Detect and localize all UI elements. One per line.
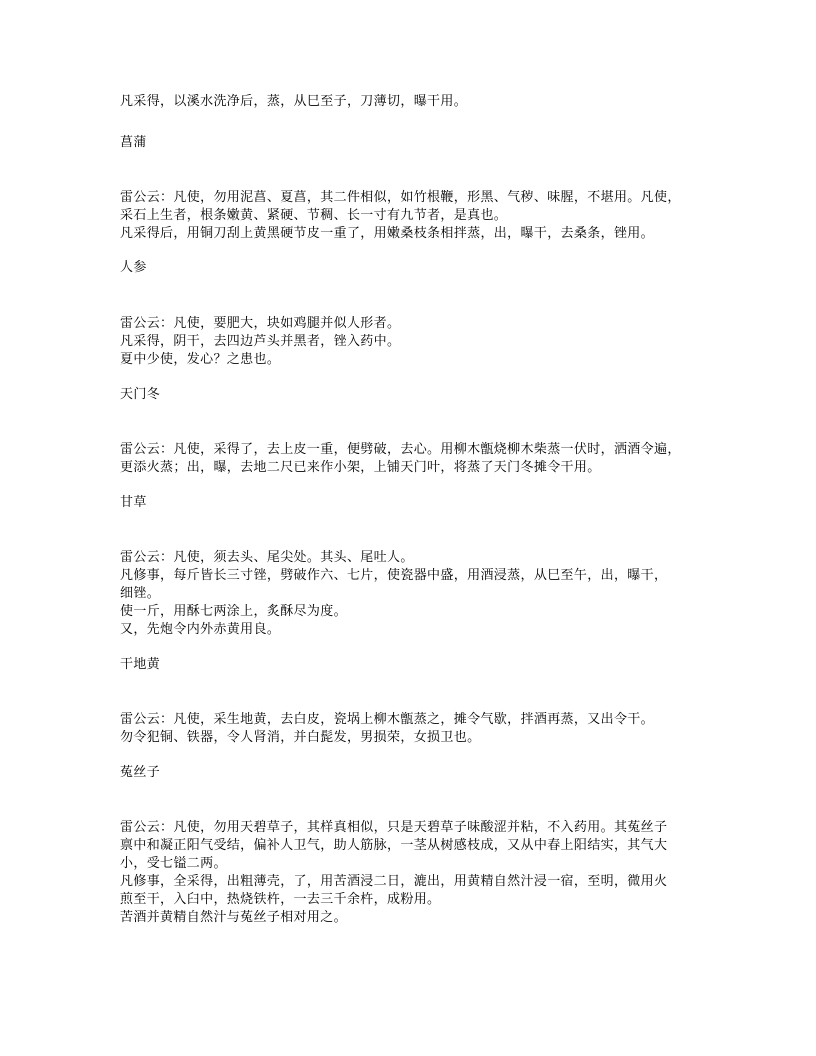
section-title-renshen: 人参 [120,260,147,275]
text-line: 雷公云：凡使，勿用天碧草子，其样真相似，只是天碧草子味酸涩并粘，不入药用。其菟丝子 [120,820,668,835]
text-line: 雷公云：凡使，采得了，去上皮一重，便劈破，去心。用柳木甑烧柳木柴蒸一伏时，洒酒令遍， [120,442,681,457]
text-line: 更添火蒸；出，曝，去地二尺已来作小架，上铺天门叶，将蒸了天门冬摊令干用。 [120,460,601,475]
section-title-gancao: 甘草 [120,495,147,510]
text-line: 采石上生者，根条嫩黄、紧硬、节稠、长一寸有九节者，是真也。 [120,208,508,223]
text-line: 雷公云：凡使，要肥大，块如鸡腿并似人形者。 [120,316,401,331]
intro-line: 凡采得，以溪水洗净后，蒸，从巳至子，刀薄切，曝干用。 [120,94,468,109]
text-line: 勿令犯铜、铁器，令人肾消，并白髭发，男损荣，女损卫也。 [120,730,481,745]
text-line: 雷公云：凡使，须去头、尾尖处。其头、尾吐人。 [120,550,414,565]
section-title-changpu: 菖蒲 [120,135,147,150]
text-line: 凡采得，阴干，去四边芦头并黑者，锉入药中。 [120,334,401,349]
text-line: 雷公云：凡使，采生地黄，去白皮，瓷埚上柳木甑蒸之，摊令气歇，拌酒再蒸，又出令干。 [120,712,655,727]
text-line: 小，受七镒二两。 [120,856,227,871]
text-line: 凡修事，每斤皆长三寸锉，劈破作六、七片，使瓷器中盛，用酒浸蒸，从巳至午，出，曝干， [120,568,668,583]
section-title-tianmendong: 天门冬 [120,387,161,402]
text-line: 夏中少使，发心？之患也。 [120,352,281,367]
text-line: 雷公云：凡使，勿用泥菖、夏菖，其二件相似，如竹根鞭，形黑、气秽、味腥，不堪用。凡使， [120,190,681,205]
text-line: 凡修事，全采得，出粗薄壳，了，用苦酒浸二日，漉出，用黄精自然汁浸一宿，至明，微用火 [120,874,668,889]
text-line: 禀中和凝正阳气受结，偏补人卫气，助人筋脉，一茎从树感枝成，又从中春上阳结实，其气大 [120,838,668,853]
section-title-gandihuang: 干地黄 [120,657,161,672]
text-line: 使一斤，用酥七两涂上，炙酥尽为度。 [120,604,347,619]
text-line: 又，先炮令内外赤黄用良。 [120,622,281,637]
text-line: 细锉。 [120,586,161,601]
text-line: 苦酒并黄精自然汁与菟丝子相对用之。 [120,910,347,925]
text-line: 凡采得后，用铜刀刮上黄黑硬节皮一重了，用嫩桑枝条相拌蒸，出，曝干，去桑条，锉用。 [120,226,655,241]
text-line: 煎至干，入臼中，热烧铁杵，一去三千余杵，成粉用。 [120,892,441,907]
section-title-tusizi: 菟丝子 [120,765,161,780]
